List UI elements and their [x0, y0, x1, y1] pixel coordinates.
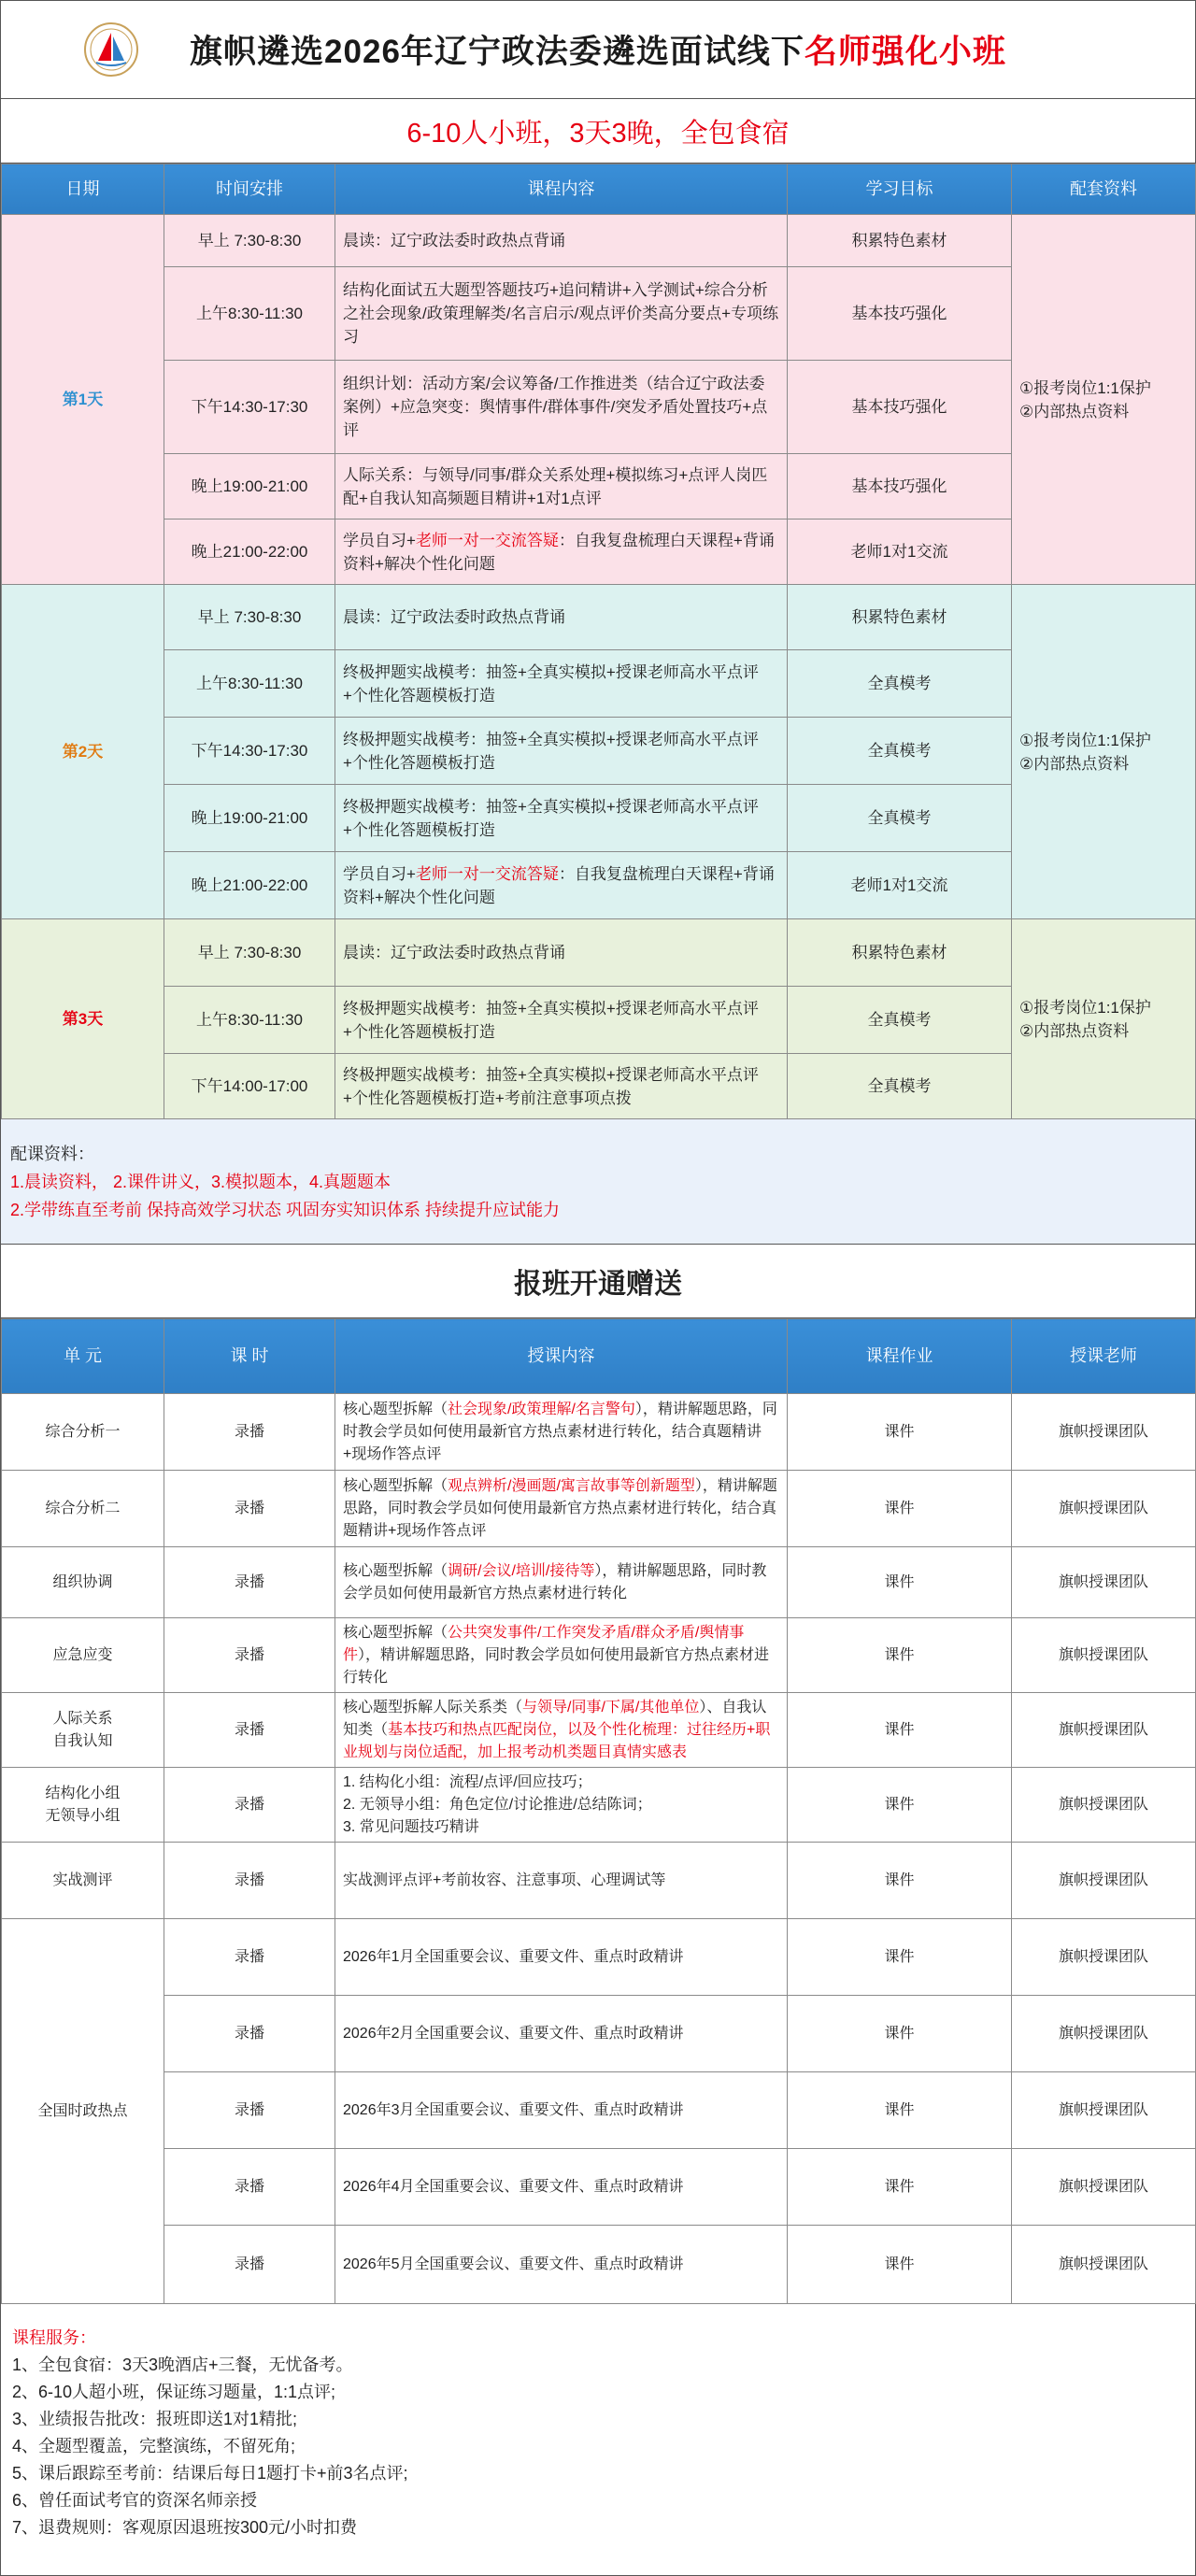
unit-cell: 全国时政热点	[2, 1919, 164, 2304]
table-row	[2, 215, 1196, 267]
materials-line: ②内部热点资料	[1019, 1021, 1130, 1040]
table-row	[2, 1693, 1196, 1768]
teach-content-cell	[335, 1768, 788, 1843]
hours-cell: 录播	[164, 1394, 335, 1471]
content-cell: 晨读：辽宁政法委时政热点背诵	[335, 215, 788, 267]
content-part: 学员自习+	[343, 531, 416, 549]
content-part: ），精讲解题思路，同时教会学员如何使用最新官方热点素材进行转化，结合真题精讲+现场作答点评	[343, 1477, 777, 1539]
goal-cell: 基本技巧强化	[788, 267, 1012, 361]
hours-cell: 录播	[164, 1843, 335, 1919]
time-cell: 早上 7:30-8:30	[164, 585, 335, 650]
table-row	[2, 1471, 1196, 1547]
materials-note-line: 2.学带练直至考前 保持高效学习状态 巩固夯实知识体系 持续提升应试能力	[10, 1201, 561, 1219]
materials-note-title: 配课资料：	[10, 1145, 94, 1163]
service-item: 6、曾任面试考官的资深名师亲授	[12, 2491, 258, 2510]
goal-cell: 老师1对1交流	[788, 852, 1012, 919]
goal-cell: 老师1对1交流	[788, 519, 1012, 585]
teacher-cell: 旗帜授课团队	[1012, 1394, 1196, 1471]
content-line: 2. 无领导小组：角色定位/讨论推进/总结陈词；	[343, 1796, 652, 1813]
content-part: ），精讲解题思路，同时教会学员如何使用最新官方热点素材进行转化，结合真题精讲+现场作答点评	[343, 1401, 777, 1462]
content-cell	[335, 852, 788, 919]
time-cell: 早上 7:30-8:30	[164, 919, 335, 987]
homework-cell: 课件	[788, 2226, 1012, 2304]
teacher-cell: 旗帜授课团队	[1012, 2072, 1196, 2149]
content-highlight: 公共突发事件/工作突发矛盾/群众矛盾/舆情事件	[343, 1624, 745, 1663]
goal-cell: 全真模考	[788, 1054, 1012, 1119]
table-row	[2, 1768, 1196, 1843]
unit-cell: 实战测评	[2, 1843, 164, 1919]
col-teacher: 授课老师	[1012, 1319, 1196, 1394]
teacher-cell: 旗帜授课团队	[1012, 1618, 1196, 1693]
unit-cell: 应急应变	[2, 1618, 164, 1693]
homework-cell: 课件	[788, 1843, 1012, 1919]
content-highlight: 基本技巧和热点匹配岗位，以及个性化梳理：过往经历+职业规划与岗位适配，加上报考动机类题目真情实感表	[343, 1721, 771, 1760]
content-cell: 晨读：辽宁政法委时政热点背诵	[335, 919, 788, 987]
table-row	[2, 1394, 1196, 1471]
materials-line: ②内部热点资料	[1019, 402, 1130, 420]
col-teach-content: 授课内容	[335, 1319, 788, 1394]
class-subtitle: 6-10人小班，3天3晚，全包食宿	[1, 99, 1195, 164]
table-row	[2, 585, 1196, 650]
homework-cell: 课件	[788, 1618, 1012, 1693]
unit-line: 结构化小组	[45, 1785, 121, 1801]
table-row	[2, 1618, 1196, 1693]
content-highlight: 老师一对一交流答疑	[415, 864, 559, 883]
goal-cell: 积累特色素材	[788, 919, 1012, 987]
materials-cell	[1012, 585, 1196, 919]
goal-cell: 全真模考	[788, 650, 1012, 718]
goal-cell: 全真模考	[788, 785, 1012, 852]
unit-cell	[2, 1768, 164, 1843]
teacher-cell: 旗帜授课团队	[1012, 1996, 1196, 2072]
gift-table	[1, 1318, 1196, 2304]
content-highlight: 老师一对一交流答疑	[415, 531, 559, 549]
teacher-cell: 旗帜授课团队	[1012, 2149, 1196, 2226]
goal-cell: 基本技巧强化	[788, 361, 1012, 454]
content-part: 核心题型拆解（	[343, 1624, 448, 1641]
col-unit: 单 元	[2, 1319, 164, 1394]
time-cell: 晚上19:00-21:00	[164, 785, 335, 852]
col-time: 时间安排	[164, 164, 335, 215]
goal-cell: 积累特色素材	[788, 585, 1012, 650]
goal-cell: 全真模考	[788, 987, 1012, 1054]
service-item: 5、课后跟踪至考前：结课后每日1题打卡+前3名点评;	[12, 2464, 408, 2483]
title-highlight: 名师强化小班	[804, 34, 1006, 70]
course-services	[1, 2304, 1195, 2541]
materials-cell	[1012, 919, 1196, 1119]
homework-cell: 课件	[788, 2072, 1012, 2149]
content-part: 核心题型拆解（	[343, 1562, 448, 1579]
content-highlight: 社会现象/政策理解/名言警句	[448, 1401, 635, 1417]
content-part: ），精讲解题思路，同时教会学员如何使用最新官方热点素材进行转化	[343, 1562, 767, 1601]
content-cell: 晨读：辽宁政法委时政热点背诵	[335, 585, 788, 650]
time-cell: 晚上21:00-22:00	[164, 519, 335, 585]
unit-cell: 组织协调	[2, 1547, 164, 1618]
teach-content-cell	[335, 1618, 788, 1693]
service-item: 7、退费规则：客观原因退班按300元/小时扣费	[12, 2518, 358, 2537]
teacher-cell: 旗帜授课团队	[1012, 1843, 1196, 1919]
content-cell: 终极押题实战模考：抽签+全真实模拟+授课老师高水平点评+个性化答题模板打造	[335, 718, 788, 785]
content-part: 核心题型拆解（	[343, 1401, 448, 1417]
table-row	[2, 1996, 1196, 2072]
time-cell: 上午8:30-11:30	[164, 987, 335, 1054]
hours-cell: 录播	[164, 1618, 335, 1693]
time-cell: 下午14:00-17:00	[164, 1054, 335, 1119]
teacher-cell: 旗帜授课团队	[1012, 1768, 1196, 1843]
teacher-cell: 旗帜授课团队	[1012, 1547, 1196, 1618]
col-goal: 学习目标	[788, 164, 1012, 215]
content-cell: 人际关系：与领导/同事/群众关系处理+模拟练习+点评人岗匹配+自我认知高频题目精讲+1对1点评	[335, 454, 788, 519]
time-cell: 上午8:30-11:30	[164, 267, 335, 361]
teach-content-cell: 2026年1月全国重要会议、重要文件、重点时政精讲	[335, 1919, 788, 1996]
content-cell: 终极押题实战模考：抽签+全真实模拟+授课老师高水平点评+个性化答题模板打造	[335, 987, 788, 1054]
time-cell: 上午8:30-11:30	[164, 650, 335, 718]
page-title	[190, 26, 1006, 73]
col-homework: 课程作业	[788, 1319, 1012, 1394]
content-part: ）、自我认知类（	[343, 1699, 767, 1738]
table-row	[2, 2072, 1196, 2149]
homework-cell: 课件	[788, 1471, 1012, 1547]
time-cell: 晚上21:00-22:00	[164, 852, 335, 919]
table-row	[2, 1919, 1196, 1996]
gift-header-row	[2, 1319, 1196, 1394]
goal-cell: 积累特色素材	[788, 215, 1012, 267]
homework-cell: 课件	[788, 1768, 1012, 1843]
day-label: 第1天	[2, 215, 164, 585]
gift-section-title: 报班开通赠送	[1, 1245, 1195, 1318]
materials-line: ①报考岗位1:1保护	[1019, 731, 1151, 749]
materials-line: ①报考岗位1:1保护	[1019, 998, 1151, 1017]
content-highlight: 观点辨析/漫画题/寓言故事等创新题型	[448, 1477, 695, 1494]
content-part: 学员自习+	[343, 864, 416, 883]
hours-cell: 录播	[164, 1996, 335, 2072]
table-row	[2, 1547, 1196, 1618]
content-highlight: 调研/会议/培训/接待等	[448, 1562, 595, 1579]
table-row	[2, 2149, 1196, 2226]
hours-cell: 录播	[164, 1919, 335, 1996]
homework-cell: 课件	[788, 1996, 1012, 2072]
teach-content-cell	[335, 1471, 788, 1547]
hours-cell: 录播	[164, 2226, 335, 2304]
goal-cell: 基本技巧强化	[788, 454, 1012, 519]
teach-content-cell	[335, 1394, 788, 1471]
table-row	[2, 919, 1196, 987]
teach-content-cell: 2026年2月全国重要会议、重要文件、重点时政精讲	[335, 1996, 788, 2072]
hours-cell: 录播	[164, 1471, 335, 1547]
content-cell: 组织计划：活动方案/会议筹备/工作推进类（结合辽宁政法委案例）+应急突变：舆情事件/群体事件/突发矛盾处置技巧+点评	[335, 361, 788, 454]
table-row	[2, 1843, 1196, 1919]
homework-cell: 课件	[788, 1919, 1012, 1996]
time-cell: 下午14:30-17:30	[164, 718, 335, 785]
content-highlight: 与领导/同事/下属/其他单位	[522, 1699, 700, 1715]
teach-content-cell: 实战测评点评+考前妆容、注意事项、心理调试等	[335, 1843, 788, 1919]
content-cell: 终极押题实战模考：抽签+全真实模拟+授课老师高水平点评+个性化答题模板打造	[335, 650, 788, 718]
unit-cell: 综合分析二	[2, 1471, 164, 1547]
col-date: 日期	[2, 164, 164, 215]
service-item: 2、6-10人超小班，保证练习题量，1:1点评;	[12, 2383, 336, 2401]
content-part: 核心题型拆解（	[343, 1477, 448, 1494]
teacher-cell: 旗帜授课团队	[1012, 1919, 1196, 1996]
day-label: 第2天	[2, 585, 164, 919]
col-content: 课程内容	[335, 164, 788, 215]
hours-cell: 录播	[164, 1768, 335, 1843]
time-cell: 下午14:30-17:30	[164, 361, 335, 454]
content-cell: 结构化面试五大题型答题技巧+追问精讲+入学测试+综合分析之社会现象/政策理解类/名言启示/观点评价类高分要点+专项练习	[335, 267, 788, 361]
homework-cell: 课件	[788, 1394, 1012, 1471]
content-part: ），精讲解题思路，同时教会学员如何使用最新官方热点素材进行转化	[343, 1646, 770, 1686]
materials-line: ②内部热点资料	[1019, 754, 1130, 773]
title-main: 旗帜遴选2026年辽宁政法委遴选面试线下	[190, 34, 804, 70]
content-cell: 终极押题实战模考：抽签+全真实模拟+授课老师高水平点评+个性化答题模板打造	[335, 785, 788, 852]
table-row	[2, 2226, 1196, 2304]
hours-cell: 录播	[164, 2072, 335, 2149]
content-line: 3. 常见问题技巧精讲	[343, 1818, 479, 1835]
schedule-table	[1, 164, 1196, 1119]
content-part: ：自我复盘梳理白天课程+背诵资料+解决个性化问题	[343, 864, 775, 906]
content-part: 核心题型拆解人际关系类（	[343, 1699, 523, 1715]
unit-line: 人际关系	[52, 1710, 113, 1727]
unit-line: 自我认知	[52, 1732, 113, 1749]
schedule-header-row	[2, 164, 1196, 215]
materials-note-line: 1.晨读资料， 2.课件讲义，3.模拟题本，4.真题题本	[10, 1173, 392, 1191]
teach-content-cell	[335, 1547, 788, 1618]
col-materials: 配套资料	[1012, 164, 1196, 215]
homework-cell: 课件	[788, 2149, 1012, 2226]
content-part: ：自我复盘梳理白天课程+背诵资料+解决个性化问题	[343, 531, 775, 573]
page-header	[1, 1, 1195, 99]
time-cell: 晚上19:00-21:00	[164, 454, 335, 519]
flag-sail-logo-icon	[83, 21, 139, 78]
services-title: 课程服务：	[12, 2328, 96, 2347]
day-label: 第3天	[2, 919, 164, 1119]
content-cell: 终极押题实战模考：抽签+全真实模拟+授课老师高水平点评+个性化答题模板打造+考前注意事项点拨	[335, 1054, 788, 1119]
hours-cell: 录播	[164, 1547, 335, 1618]
hours-cell: 录播	[164, 2149, 335, 2226]
teach-content-cell: 2026年5月全国重要会议、重要文件、重点时政精讲	[335, 2226, 788, 2304]
goal-cell: 全真模考	[788, 718, 1012, 785]
homework-cell: 课件	[788, 1693, 1012, 1768]
teacher-cell: 旗帜授课团队	[1012, 2226, 1196, 2304]
teacher-cell: 旗帜授课团队	[1012, 1471, 1196, 1547]
time-cell: 早上 7:30-8:30	[164, 215, 335, 267]
unit-cell	[2, 1693, 164, 1768]
service-item: 3、业绩报告批改：报班即送1对1精批;	[12, 2410, 298, 2428]
col-hours: 课 时	[164, 1319, 335, 1394]
service-item: 1、全包食宿：3天3晚酒店+三餐，无忧备考。	[12, 2355, 353, 2374]
service-item: 4、全题型覆盖，完整演练，不留死角;	[12, 2437, 296, 2455]
teacher-cell: 旗帜授课团队	[1012, 1693, 1196, 1768]
hours-cell: 录播	[164, 1693, 335, 1768]
materials-note	[1, 1119, 1195, 1245]
teach-content-cell: 2026年4月全国重要会议、重要文件、重点时政精讲	[335, 2149, 788, 2226]
unit-cell: 综合分析一	[2, 1394, 164, 1471]
content-cell	[335, 519, 788, 585]
teach-content-cell	[335, 1693, 788, 1768]
content-line: 1. 结构化小组：流程/点评/回应技巧；	[343, 1773, 592, 1790]
teach-content-cell: 2026年3月全国重要会议、重要文件、重点时政精讲	[335, 2072, 788, 2149]
materials-cell	[1012, 215, 1196, 585]
unit-line: 无领导小组	[45, 1807, 121, 1824]
materials-line: ①报考岗位1:1保护	[1019, 378, 1151, 397]
homework-cell: 课件	[788, 1547, 1012, 1618]
